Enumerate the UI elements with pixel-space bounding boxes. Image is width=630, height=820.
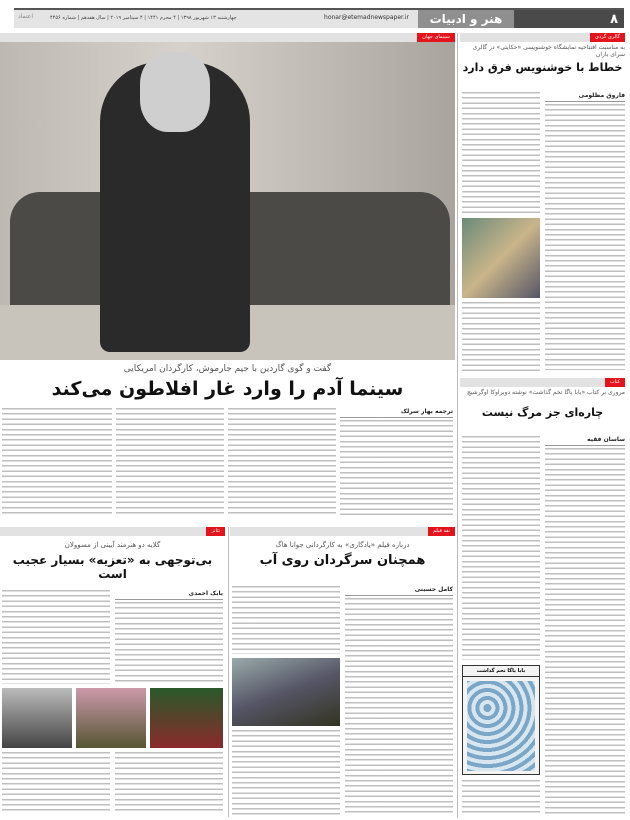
section-title: هنر و ادبیات	[418, 10, 514, 28]
book-cover-box	[462, 665, 540, 775]
main-body-col3	[116, 408, 224, 515]
column-divider	[228, 527, 229, 817]
film-body-col2	[232, 586, 340, 654]
film-section-bar	[230, 527, 455, 536]
page-number: ۸	[610, 11, 618, 27]
book-kicker: مروری بر کتاب «بابا یاگا تخم گذاشت» نوشته دوبراوکا اوگرشیچ	[466, 389, 625, 396]
film-body-col3	[232, 730, 340, 815]
film-still-image	[232, 658, 340, 726]
gallery-headline: خطاط با خوشنویس فرق دارد	[462, 61, 623, 74]
book-box-title: بابا یاگا تخم گذاشت	[463, 666, 539, 677]
film-headline: همچنان سرگردان روی آب	[259, 553, 426, 568]
main-body-col4	[2, 408, 112, 515]
book-cover-image	[467, 681, 535, 771]
logo: اعتماد	[18, 13, 34, 20]
gallery-author: فاروق مظلومی	[545, 92, 625, 102]
gallery-tag: گالری گردی	[590, 33, 625, 42]
page-header	[14, 8, 624, 28]
column-divider	[457, 33, 458, 818]
email[interactable]: honar@etemadnewspaper.ir	[324, 14, 409, 21]
main-kicker: گفت و گوی گاردین با جیم جارموش، کارگردان امریکایی	[123, 364, 332, 374]
book-body-col2	[462, 436, 540, 660]
main-body-col2	[228, 408, 336, 515]
theater-body-col3	[115, 752, 223, 814]
theater-body-col4	[2, 752, 110, 814]
gallery-section-bar	[460, 33, 625, 42]
theater-kicker: گلایه دو هنرمند آیینی از مسوولان	[64, 541, 161, 549]
film-body-col1	[345, 598, 453, 815]
book-section-bar	[460, 378, 625, 387]
taziyeh-image-2	[76, 688, 146, 748]
theater-author: بابک احمدی	[115, 590, 223, 600]
main-tag: سینمای جهان	[417, 33, 455, 42]
theater-headline: بی‌توجهی به «تعزیه» بسیار عجیب است	[12, 553, 213, 582]
gallery-body-col1	[545, 104, 625, 370]
book-body-col3	[462, 780, 540, 815]
theater-section-bar	[0, 527, 225, 536]
taziyeh-image-3	[2, 688, 72, 748]
book-headline: چاره‌ای جز مرگ نیست	[481, 406, 604, 419]
theater-tag: تئاتر	[206, 527, 225, 536]
theater-body-col1	[115, 602, 223, 684]
main-author: ترجمه بهار سرلک	[340, 408, 453, 418]
theater-body-col2	[2, 590, 110, 684]
page-number-block	[514, 10, 624, 28]
main-body-col1	[340, 420, 453, 515]
calligraphy-image	[462, 218, 540, 298]
book-author: ساسان فقیه	[545, 436, 625, 446]
film-kicker: درباره فیلم «یادگاری» به کارگردانی جوانا هاگ	[275, 541, 410, 549]
gallery-body-col3	[462, 302, 540, 372]
main-section-bar	[0, 33, 455, 42]
film-tag: نقد فیلم	[428, 527, 455, 536]
film-author: کامل حسینی	[345, 586, 453, 596]
book-body-col1	[545, 448, 625, 814]
issue-date: چهارشنبه ۱۳ شهریور ۱۳۹۸ | ۴ محرم ۱۴۴۱ | ۴ سپتامبر ۲۰۱۹ | سال هفدهم | شماره ۴۴۵۶	[50, 15, 237, 21]
main-headline: سینما آدم را وارد غار افلاطون می‌کند	[51, 378, 404, 400]
gallery-body-col2	[462, 92, 540, 214]
book-tag: کتاب	[605, 378, 625, 387]
taziyeh-image-1	[150, 688, 223, 748]
jarmusch-photo	[0, 42, 455, 360]
gallery-kicker: به مناسبت افتتاحیه نمایشگاه خوشنویسی «حکایتی» در گالری سرای باران	[472, 44, 625, 59]
